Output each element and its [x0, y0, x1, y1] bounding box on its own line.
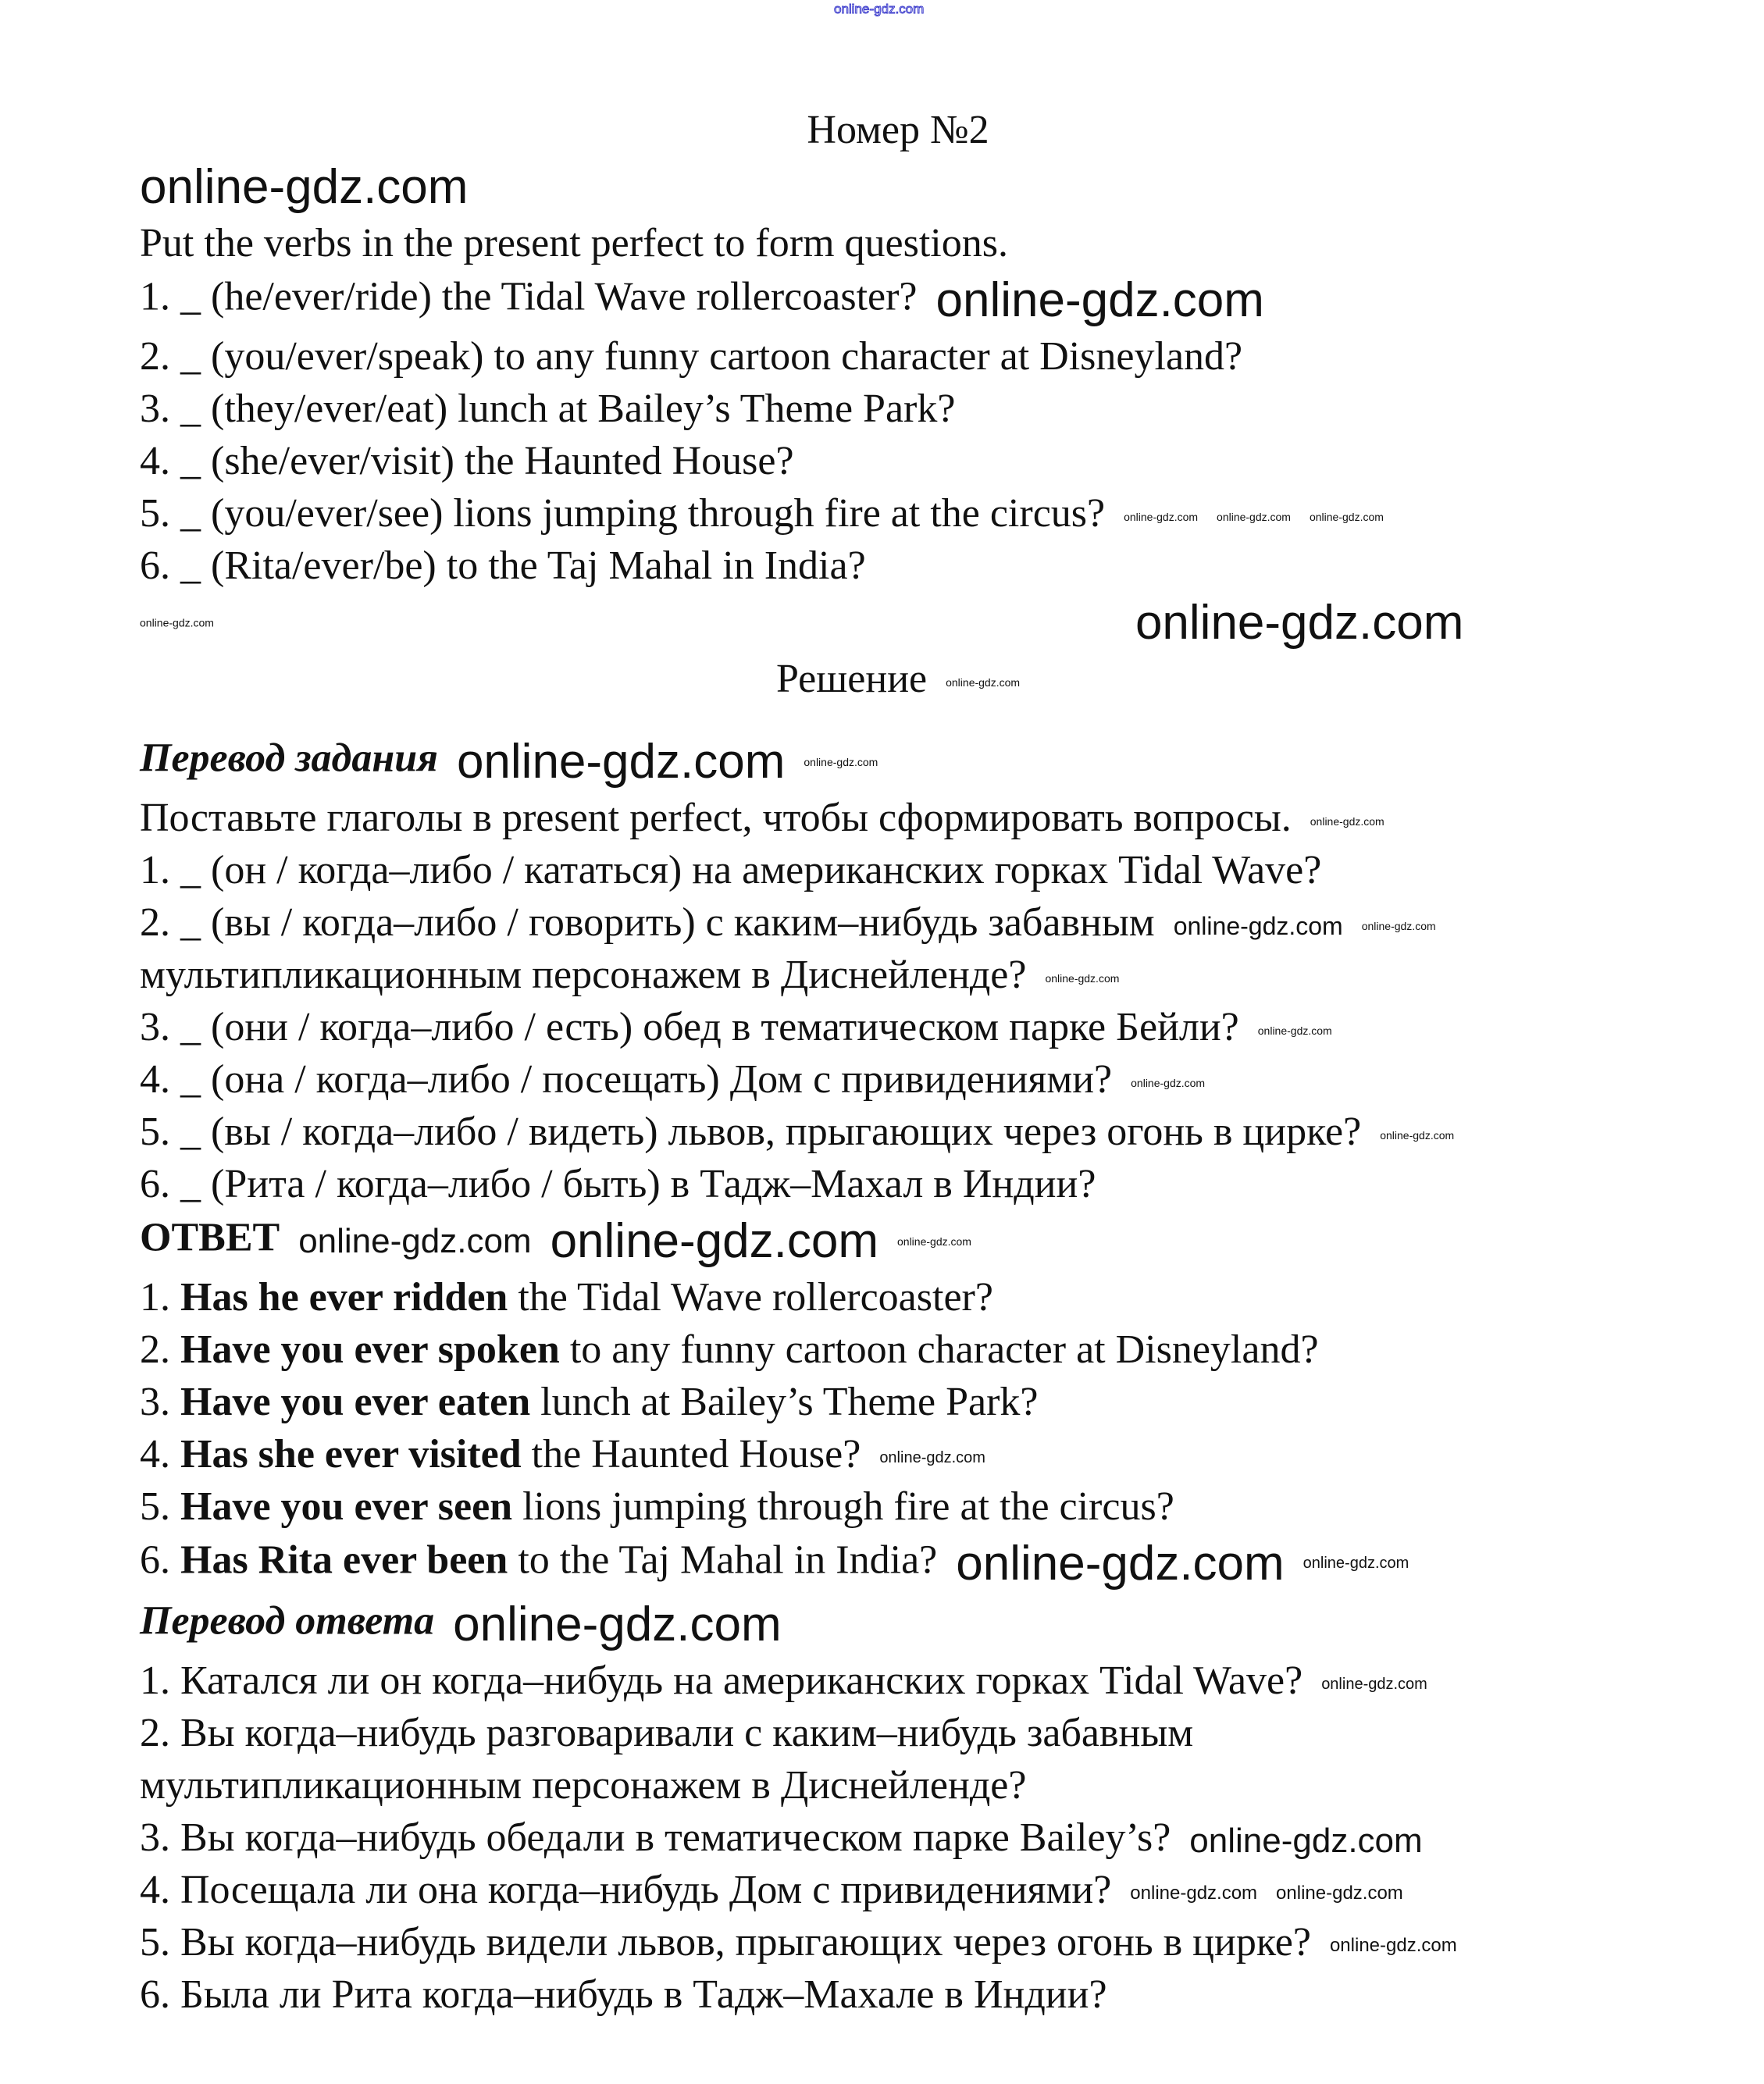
task-translation-line	[140, 900, 1764, 946]
task-item-line	[140, 273, 1764, 328]
page-title-text: Номер №2	[807, 108, 989, 152]
answer-verb: Has she ever visited	[180, 1432, 522, 1477]
watermark: online-gdz.com	[550, 1214, 878, 1268]
answer-rest: to the Taj Mahal in India?	[508, 1537, 938, 1583]
watermark: online-gdz.com	[897, 1234, 971, 1248]
watermark-row	[140, 595, 1764, 650]
watermark: online-gdz.com	[1124, 511, 1199, 524]
watermark: online-gdz.com	[1173, 911, 1343, 940]
watermark: online-gdz.com	[935, 273, 1264, 327]
answer-heading: ОТВЕТ	[140, 1215, 280, 1260]
watermark: online-gdz.com	[298, 1221, 532, 1260]
watermark: online-gdz.com	[834, 2, 925, 16]
answer-num: 3.	[140, 1380, 180, 1424]
answer-num: 2.	[140, 1327, 180, 1372]
watermark: online-gdz.com	[1303, 1555, 1409, 1572]
watermark: online-gdz.com	[140, 616, 214, 629]
watermark: online-gdz.com	[1329, 1935, 1457, 1957]
task-instruction-line	[140, 220, 1764, 267]
watermark: online-gdz.com	[1380, 1129, 1455, 1142]
answer-num: 1.	[140, 1275, 180, 1320]
answer-rest: to any funny cartoon character at Disneyland?	[559, 1327, 1319, 1372]
task-translation-text: 3. _ (они / когда–либо / есть) обед в тематическом парке Бейли?	[140, 1005, 1239, 1049]
task-item-line	[140, 386, 1764, 433]
answer-rest: the Haunted House?	[521, 1432, 861, 1477]
watermark: online-gdz.com	[1189, 1822, 1423, 1861]
answer-heading-line	[140, 1213, 1764, 1269]
answer-verb: Have you ever seen	[180, 1484, 513, 1529]
task-item: 4. _ (she/ever/visit) the Haunted House?	[140, 439, 794, 483]
watermark: online-gdz.com	[1257, 1024, 1332, 1038]
watermark: online-gdz.com	[804, 755, 878, 768]
answer-verb: Have you ever eaten	[180, 1380, 531, 1424]
answer-translation-heading-line	[140, 1597, 1764, 1652]
watermark: online-gdz.com	[1130, 1883, 1258, 1904]
answer-num: 6.	[140, 1537, 180, 1583]
watermark: online-gdz.com	[1309, 511, 1384, 524]
task-translation-text: мультипликационным персонажем в Диснейленде?	[140, 953, 1027, 997]
answer-translation-text: мультипликационным персонажем в Диснейленде?	[140, 1763, 1027, 1808]
task-translation-text: 5. _ (вы / когда–либо / видеть) львов, прыгающих через огонь в цирке?	[140, 1110, 1362, 1154]
answer-verb: Has he ever ridden	[180, 1275, 508, 1320]
answer-item	[140, 1536, 1764, 1591]
task-translation-line	[140, 1004, 1764, 1051]
watermark: online-gdz.com	[1135, 596, 1464, 650]
task-item: 6. _ (Rita/ever/be) to the Taj Mahal in India?	[140, 543, 866, 588]
answer-translation-line	[140, 1867, 1764, 1914]
task-translation-instruction: Поставьте глаголы в present perfect, чтобы сформировать вопросы.	[140, 796, 1292, 840]
answer-rest: lions jumping through fire at the circus?	[512, 1484, 1174, 1529]
answer-translation-text: 4. Посещала ли она когда–нибудь Дом с привидениями?	[140, 1868, 1112, 1912]
task-translation-line	[140, 847, 1764, 894]
task-translation-text: 1. _ (он / когда–либо / кататься) на американских горках Tidal Wave?	[140, 848, 1322, 892]
answer-rest: the Tidal Wave rollercoaster?	[508, 1275, 993, 1320]
watermark: online-gdz.com	[946, 676, 1021, 689]
watermark: online-gdz.com	[1217, 511, 1291, 524]
answer-translation-line	[140, 1972, 1764, 2018]
watermark: online-gdz.com	[1310, 815, 1384, 828]
watermark: online-gdz.com	[1276, 1883, 1403, 1904]
watermark: online-gdz.com	[1321, 1675, 1427, 1693]
answer-item	[140, 1274, 1764, 1321]
watermark-row	[140, 159, 1764, 215]
watermark: online-gdz.com	[956, 1537, 1285, 1591]
task-translation-heading-line	[140, 734, 1764, 789]
answer-translation-text: 1. Катался ли он когда–нибудь на американских горках Tidal Wave?	[140, 1658, 1303, 1703]
solution-heading-line	[0, 656, 1764, 703]
solution-heading: Решение	[775, 657, 928, 701]
task-item: 1. _ (he/ever/ride) the Tidal Wave rollercoaster?	[140, 274, 918, 319]
watermark: online-gdz.com	[879, 1448, 985, 1466]
answer-translation-text: 6. Была ли Рита когда–нибудь в Тадж–Махале в Индии?	[140, 1972, 1107, 2017]
answer-translation-text: 3. Вы когда–нибудь обедали в тематическом парке Bailey’s?	[140, 1815, 1171, 1860]
task-item-line	[140, 490, 1764, 537]
answer-item	[140, 1484, 1764, 1530]
watermark: online-gdz.com	[1361, 920, 1436, 933]
answer-translation-line	[140, 1658, 1764, 1705]
answer-translation-text: 5. Вы когда–нибудь видели львов, прыгающих через огонь в цирке?	[140, 1920, 1311, 1965]
task-item: 5. _ (you/ever/see) lions jumping through fire at the circus?	[140, 491, 1106, 536]
task-translation-text: 2. _ (вы / когда–либо / говорить) с каким–нибудь забавным	[140, 900, 1155, 945]
task-translation-instruction-line	[140, 795, 1764, 842]
watermark: online-gdz.com	[1045, 972, 1120, 985]
answer-verb: Have you ever spoken	[180, 1327, 560, 1372]
answer-item	[140, 1327, 1764, 1373]
answer-rest: lunch at Bailey’s Theme Park?	[530, 1380, 1039, 1424]
watermark: online-gdz.com	[140, 160, 469, 214]
answer-translation-line	[140, 1710, 1764, 1757]
watermark: online-gdz.com	[456, 735, 786, 789]
answer-num: 4.	[140, 1432, 180, 1477]
answer-translation-heading: Перевод ответа	[140, 1598, 435, 1644]
answer-translation-line	[140, 1815, 1764, 1861]
task-translation-line	[140, 1109, 1764, 1156]
task-translation-line	[140, 952, 1764, 999]
task-translation-heading: Перевод задания	[140, 736, 438, 781]
answer-translation-line	[140, 1762, 1764, 1809]
watermark: online-gdz.com	[1131, 1077, 1206, 1090]
task-item: 2. _ (you/ever/speak) to any funny cartoon character at Disneyland?	[140, 334, 1243, 379]
answer-item	[140, 1431, 1764, 1478]
task-translation-text: 4. _ (она / когда–либо / посещать) Дом с привидениями?	[140, 1057, 1113, 1102]
answer-verb: Has Rita ever been	[180, 1537, 508, 1583]
task-item-line	[140, 438, 1764, 485]
task-item-line	[140, 543, 1764, 590]
task-item: 3. _ (they/ever/eat) lunch at Bailey’s Theme Park?	[140, 387, 956, 431]
page-title	[0, 107, 1764, 154]
task-translation-line	[140, 1056, 1764, 1103]
answer-item	[140, 1379, 1764, 1426]
task-item-line	[140, 333, 1764, 380]
task-translation-line	[140, 1161, 1764, 1208]
answer-num: 5.	[140, 1484, 180, 1529]
answer-translation-text: 2. Вы когда–нибудь разговаривали с каким–нибудь забавным	[140, 1711, 1194, 1755]
task-translation-text: 6. _ (Рита / когда–либо / быть) в Тадж–Махал в Индии?	[140, 1162, 1096, 1206]
watermark: online-gdz.com	[453, 1598, 782, 1651]
answer-translation-line	[140, 1919, 1764, 1966]
task-instruction: Put the verbs in the present perfect to form questions.	[140, 221, 1008, 265]
